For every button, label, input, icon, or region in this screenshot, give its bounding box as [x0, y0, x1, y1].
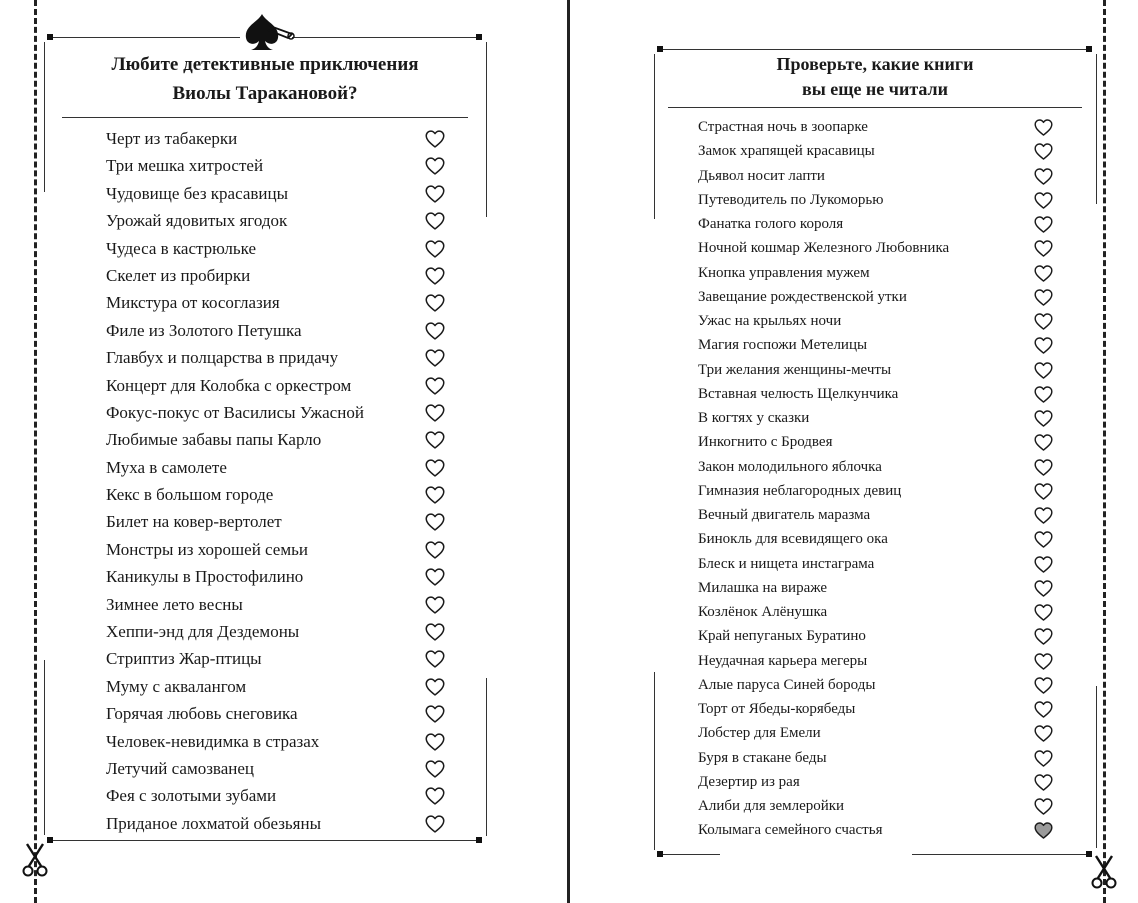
book-title: Хеппи-энд для Дездемоны	[106, 622, 300, 642]
book-item	[106, 591, 456, 618]
heart-outline-icon[interactable]	[425, 567, 445, 587]
book-item	[106, 755, 456, 782]
book-item	[698, 406, 1064, 430]
right-book-list	[698, 115, 1064, 843]
book-title: Дьявол носит лапти	[698, 167, 825, 184]
heart-outline-icon[interactable]	[425, 595, 445, 615]
heart-outline-icon[interactable]	[425, 786, 445, 806]
heart-outline-icon[interactable]	[1034, 191, 1053, 210]
heart-outline-icon[interactable]	[1034, 797, 1053, 816]
book-title: Три мешка хитростей	[106, 156, 264, 176]
title-line-1: Любите детективные приключения	[111, 54, 419, 75]
book-title: Фокус-покус от Василисы Ужасной	[106, 402, 364, 422]
frame-top-right	[292, 37, 482, 38]
heart-outline-icon[interactable]	[425, 156, 445, 176]
book-item	[698, 309, 1064, 333]
book-item	[698, 527, 1064, 551]
book-item	[106, 207, 456, 234]
book-title: Милашка на вираже	[698, 579, 828, 596]
heart-outline-icon[interactable]	[1034, 118, 1053, 137]
book-title: Чудовище без красавицы	[106, 183, 289, 203]
book-item	[106, 372, 456, 399]
book-item	[106, 344, 456, 371]
heart-outline-icon[interactable]	[1034, 506, 1053, 525]
book-item	[106, 782, 456, 809]
book-item	[698, 600, 1064, 624]
book-title: Концерт для Колобка с оркестром	[106, 375, 352, 395]
book-title: Приданое лохматой обезьяны	[106, 813, 322, 833]
book-title: Магия госпожи Метелицы	[698, 337, 868, 354]
frame-bottom-left	[660, 854, 720, 855]
heart-outline-icon[interactable]	[1034, 312, 1053, 331]
frame-left-lower	[44, 660, 45, 835]
heart-outline-icon[interactable]	[1034, 264, 1053, 283]
heart-outline-icon[interactable]	[1034, 749, 1053, 768]
heart-outline-icon[interactable]	[1034, 239, 1053, 258]
book-item	[698, 794, 1064, 818]
heart-outline-icon[interactable]	[1034, 361, 1053, 380]
frame-corner	[476, 34, 482, 40]
book-item	[698, 721, 1064, 745]
book-title: Фея с золотыми зубами	[106, 786, 277, 806]
heart-outline-icon[interactable]	[1034, 676, 1053, 695]
book-item	[106, 563, 456, 590]
heart-outline-icon[interactable]	[1034, 215, 1053, 234]
book-item	[106, 125, 456, 152]
scissors-icon	[1091, 854, 1117, 896]
frame-top	[660, 49, 1090, 50]
book-title: Зимнее лето весны	[106, 594, 243, 614]
frame-corner	[657, 851, 663, 857]
book-title: Алые паруса Синей бороды	[698, 676, 876, 693]
book-item	[698, 164, 1064, 188]
book-item	[698, 479, 1064, 503]
heart-outline-icon[interactable]	[425, 704, 445, 724]
book-item	[698, 673, 1064, 697]
heart-outline-icon[interactable]	[1034, 385, 1053, 404]
frame-right-upper	[486, 42, 487, 217]
frame-corner	[1086, 46, 1092, 52]
heart-outline-icon[interactable]	[1034, 724, 1053, 743]
book-item	[106, 645, 456, 672]
heart-outline-icon[interactable]	[425, 239, 445, 259]
book-title: Завещание рождественской утки	[698, 288, 907, 305]
heart-outline-icon[interactable]	[1034, 652, 1053, 671]
book-title: Дезертир из рая	[698, 773, 800, 790]
heart-outline-icon[interactable]	[1034, 482, 1053, 501]
heart-outline-icon[interactable]	[1034, 142, 1053, 161]
book-title: Вечный двигатель маразма	[698, 507, 871, 523]
frame-bottom-right	[912, 854, 1090, 855]
title-line-2: Виолы Таракановой?	[172, 83, 358, 104]
book-item	[106, 810, 456, 837]
book-title: Алиби для землеройки	[698, 798, 845, 814]
right-page-title	[668, 52, 1082, 102]
book-title: В когтях у сказки	[698, 410, 810, 426]
book-item	[698, 430, 1064, 454]
book-title: Муха в самолете	[106, 457, 227, 477]
heart-outline-icon[interactable]	[425, 376, 445, 396]
book-title: Козлёнок Алёнушка	[698, 604, 828, 620]
book-title: Буря в стакане беды	[698, 749, 827, 766]
frame-top-left	[50, 37, 240, 38]
book-title: Неудачная карьера мегеры	[698, 652, 868, 669]
book-title: Ужас на крыльях ночи	[698, 313, 842, 329]
book-title: Вставная челюсть Щелкунчика	[698, 385, 899, 402]
book-title: Ночной кошмар Железного Любовника	[698, 240, 950, 257]
book-title: Кнопка управления мужем	[698, 264, 870, 281]
book-item	[698, 333, 1064, 357]
book-item	[106, 317, 456, 344]
book-title: Бинокль для всевидящего ока	[698, 531, 888, 548]
book-item	[698, 212, 1064, 236]
cut-line-right	[1103, 0, 1106, 903]
book-title: Любимые забавы папы Карло	[106, 430, 322, 450]
book-title: Филе из Золотого Петушка	[106, 320, 302, 340]
frame-left-upper	[44, 42, 45, 192]
book-title: Скелет из пробирки	[106, 265, 251, 285]
heart-outline-icon[interactable]	[425, 348, 445, 368]
heart-outline-icon[interactable]	[425, 649, 445, 669]
book-item	[106, 454, 456, 481]
book-item	[106, 426, 456, 453]
book-title: Блеск и нищета инстаграма	[698, 555, 875, 572]
frame-corner	[657, 46, 663, 52]
book-title: Страстная ночь в зоопарке	[698, 119, 868, 135]
book-title: Каникулы в Простофилино	[106, 567, 304, 587]
heart-outline-icon[interactable]	[425, 211, 445, 231]
heart-outline-icon[interactable]	[425, 129, 445, 149]
book-item	[106, 728, 456, 755]
frame-right-lower	[486, 678, 487, 836]
book-title: Три желания женщины-мечты	[698, 361, 892, 378]
book-item	[698, 455, 1064, 479]
book-title: Лобстер для Емели	[698, 725, 821, 742]
book-item	[698, 649, 1064, 673]
book-item	[106, 536, 456, 563]
heart-outline-icon[interactable]	[1034, 579, 1053, 598]
frame-corner	[47, 34, 53, 40]
book-item	[106, 673, 456, 700]
heart-outline-icon[interactable]	[1034, 433, 1053, 452]
book-item	[698, 503, 1064, 527]
frame-corner	[476, 837, 482, 843]
book-item	[698, 770, 1064, 794]
book-title: Человек-невидимка в стразах	[106, 731, 320, 751]
book-item	[698, 285, 1064, 309]
heart-outline-icon[interactable]	[425, 759, 445, 779]
book-item	[698, 746, 1064, 770]
book-title: Черт из табакерки	[106, 129, 238, 148]
heart-outline-icon[interactable]	[1034, 530, 1053, 549]
book-item	[698, 624, 1064, 648]
frame-bottom	[50, 840, 482, 841]
book-title: Кекс в большом городе	[106, 485, 274, 505]
book-title: Колымага семейного счастья	[698, 822, 883, 839]
book-title: Край непуганых Буратино	[698, 628, 866, 645]
book-title: Фанатка голого короля	[698, 216, 844, 232]
frame-right-upper	[1096, 54, 1097, 204]
book-item	[106, 289, 456, 316]
frame-left-upper	[654, 54, 655, 219]
book-title: Муму с аквалангом	[106, 676, 247, 696]
heart-outline-icon[interactable]	[425, 732, 445, 752]
book-title: Чудеса в кастрюльке	[106, 238, 257, 258]
heart-outline-icon[interactable]	[1034, 409, 1053, 428]
heart-outline-icon[interactable]	[425, 403, 445, 423]
heart-outline-icon[interactable]	[1034, 288, 1053, 307]
book-item	[698, 261, 1064, 285]
title-underline	[62, 117, 468, 118]
book-item	[698, 697, 1064, 721]
heart-outline-icon[interactable]	[425, 485, 445, 505]
heart-outline-icon[interactable]	[425, 321, 445, 341]
heart-outline-icon[interactable]	[1034, 167, 1053, 186]
book-title: Замок храпящей красавицы	[698, 143, 875, 160]
book-item	[698, 576, 1064, 600]
heart-outline-icon[interactable]	[425, 540, 445, 560]
page-gutter	[567, 0, 570, 903]
title-line-2: вы еще не читали	[801, 79, 949, 99]
heart-outline-icon[interactable]	[1034, 555, 1053, 574]
heart-outline-icon[interactable]	[1034, 627, 1053, 646]
book-item	[106, 508, 456, 535]
title-underline	[668, 107, 1082, 108]
heart-outline-icon[interactable]	[425, 266, 445, 286]
book-title: Урожай ядовитых ягодок	[106, 211, 288, 231]
heart-outline-icon[interactable]	[425, 184, 445, 204]
scissors-icon	[22, 842, 48, 884]
book-item	[698, 236, 1064, 260]
book-title: Главбух и полцарства в придачу	[106, 348, 339, 368]
heart-filled-icon[interactable]	[1034, 821, 1053, 840]
book-item	[106, 180, 456, 207]
book-title: Закон молодильного яблочка	[698, 458, 882, 475]
book-title: Летучий самозванец	[106, 758, 255, 778]
heart-outline-icon[interactable]	[1034, 700, 1053, 719]
heart-outline-icon[interactable]	[425, 512, 445, 532]
book-item	[106, 152, 456, 179]
book-item	[698, 818, 1064, 842]
book-item	[698, 188, 1064, 212]
heart-outline-icon[interactable]	[1034, 336, 1053, 355]
book-item	[698, 139, 1064, 163]
left-book-list	[106, 125, 456, 837]
book-title: Гимназия неблагородных девиц	[698, 482, 902, 499]
book-item	[106, 262, 456, 289]
heart-outline-icon[interactable]	[425, 458, 445, 478]
book-title: Стриптиз Жар-птицы	[106, 649, 262, 669]
book-item	[698, 115, 1064, 139]
book-item	[106, 235, 456, 262]
heart-outline-icon[interactable]	[425, 677, 445, 697]
book-item	[106, 399, 456, 426]
book-item	[106, 481, 456, 508]
book-item	[698, 382, 1064, 406]
book-title: Монстры из хорошей семьи	[106, 539, 308, 559]
book-item	[106, 700, 456, 727]
book-title: Инкогнито с Бродвея	[698, 434, 833, 451]
heart-outline-icon[interactable]	[425, 430, 445, 450]
book-title: Микстура от косоглазия	[106, 293, 280, 313]
heart-outline-icon[interactable]	[425, 814, 445, 834]
book-title: Торт от Ябеды-корябеды	[698, 701, 856, 717]
book-title: Билет на ковер-вертолет	[106, 512, 282, 532]
heart-outline-icon[interactable]	[1034, 773, 1053, 792]
frame-left-lower	[654, 672, 655, 850]
cut-line-left	[34, 0, 37, 903]
book-title: Горячая любовь снеговика	[106, 704, 298, 724]
heart-outline-icon[interactable]	[1034, 458, 1053, 477]
heart-outline-icon[interactable]	[1034, 603, 1053, 622]
book-item	[106, 618, 456, 645]
book-item	[698, 552, 1064, 576]
title-line-1: Проверьте, какие книги	[776, 54, 974, 74]
book-item	[698, 358, 1064, 382]
heart-outline-icon[interactable]	[425, 622, 445, 642]
book-title: Путеводитель по Лукоморью	[698, 191, 884, 208]
frame-right-lower	[1096, 686, 1097, 848]
heart-outline-icon[interactable]	[425, 293, 445, 313]
left-page-title	[62, 50, 468, 108]
